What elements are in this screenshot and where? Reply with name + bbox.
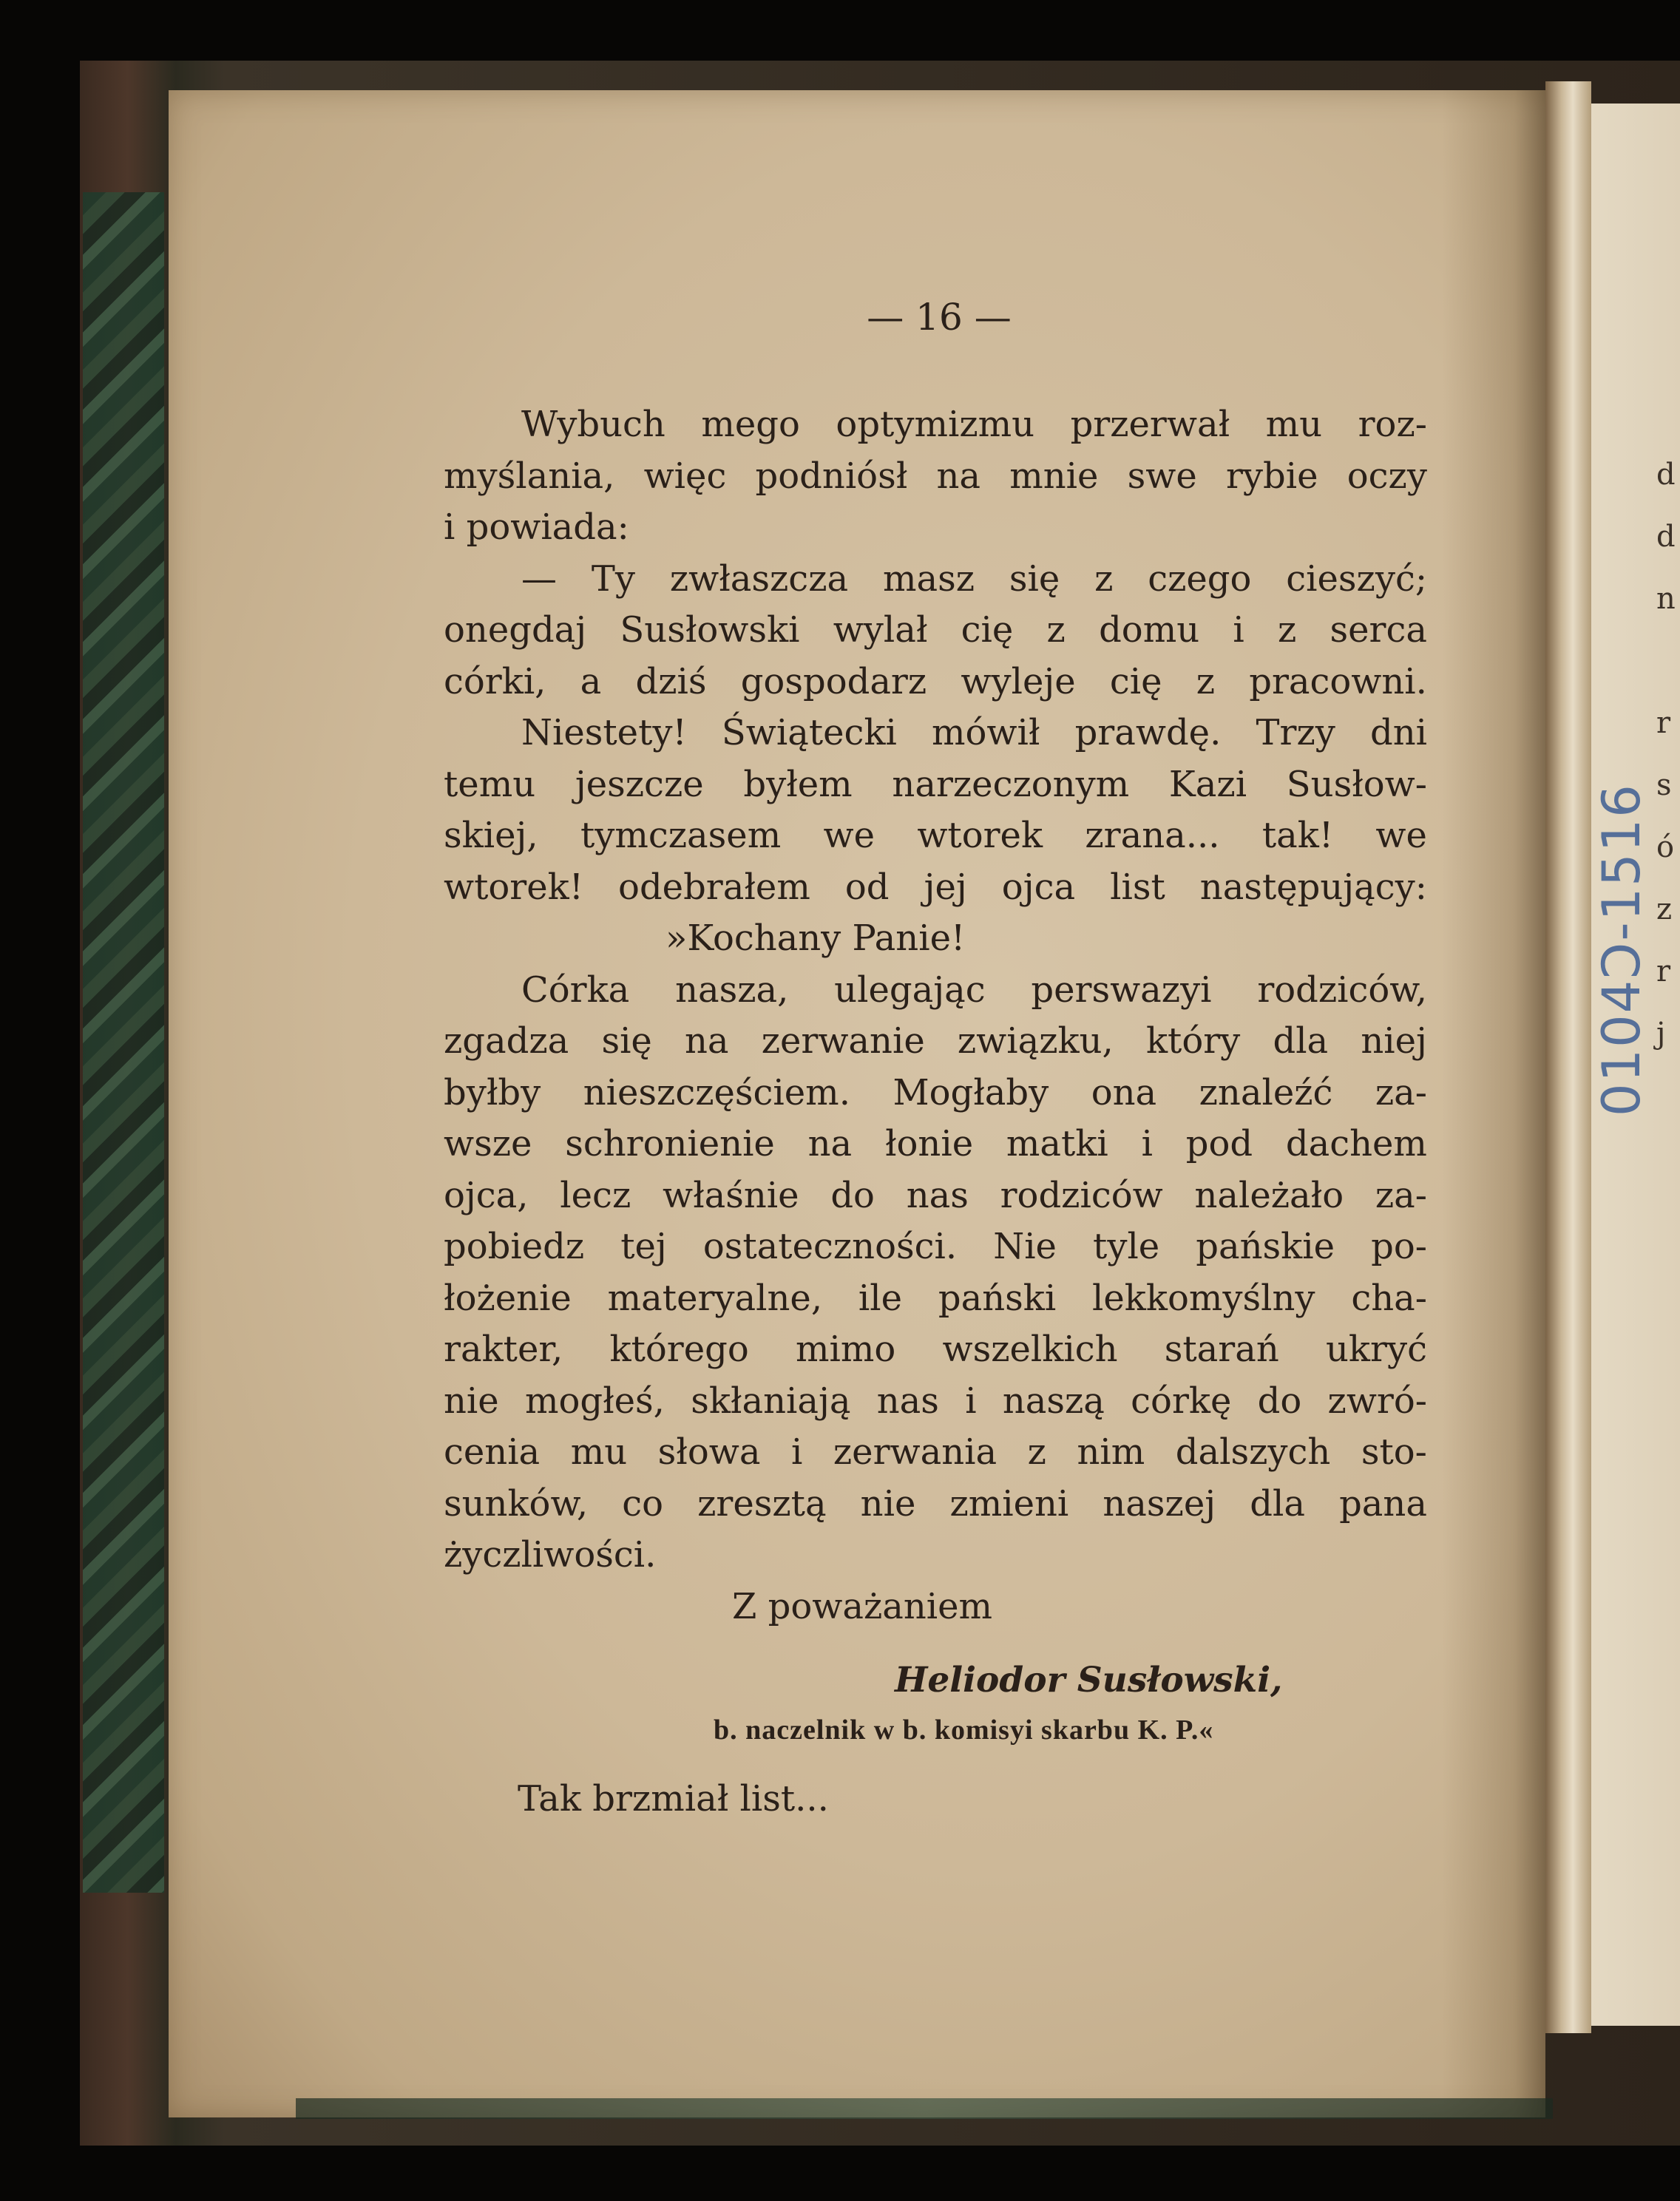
word: pracowni. — [1249, 660, 1427, 702]
word: dalszych — [1175, 1431, 1331, 1473]
word: z — [1094, 557, 1114, 600]
text-line — [444, 708, 1427, 759]
word: na — [685, 1020, 729, 1062]
word: ona — [1091, 1071, 1157, 1113]
word: zrana... — [1085, 815, 1220, 856]
word: z — [1196, 660, 1216, 702]
right-page-letter — [1656, 630, 1680, 692]
letter-salutation: »Kochany Panie! — [665, 918, 966, 959]
word: mnie — [1009, 455, 1099, 497]
word: swe — [1127, 455, 1197, 497]
final-line: Tak brzmiał list... — [518, 1778, 829, 1820]
word: ostateczności. — [702, 1226, 958, 1267]
text-line — [444, 1068, 1427, 1119]
word: wszelkich — [942, 1329, 1118, 1370]
bottom-cover-edge — [296, 2098, 1553, 2119]
word: się — [601, 1020, 652, 1062]
right-page-letter: r — [1656, 706, 1671, 740]
word: wtorek! — [444, 866, 583, 908]
text-line — [444, 451, 1427, 503]
text-line — [444, 554, 1427, 606]
word: zresztą — [697, 1482, 827, 1525]
word: rodziców, — [1257, 969, 1427, 1011]
word: matki — [1006, 1123, 1108, 1164]
right-page-letter: d — [1656, 458, 1676, 492]
text-line — [444, 605, 1427, 657]
word: nas — [906, 1174, 969, 1216]
word: ulegając — [834, 969, 986, 1011]
library-stamp: 0104Ͻ-1516 — [1591, 783, 1652, 1116]
word: rakter, — [444, 1329, 563, 1370]
word: starań — [1164, 1329, 1279, 1370]
word: list — [1110, 866, 1165, 908]
word: za- — [1375, 1071, 1427, 1113]
text-line — [444, 1324, 1427, 1376]
word: myślania, — [444, 455, 615, 497]
word: gospodarz — [740, 660, 927, 702]
word: dni — [1370, 712, 1427, 753]
page-text — [444, 399, 1427, 1632]
word: mówił — [932, 712, 1040, 753]
word: za- — [1375, 1174, 1427, 1216]
word: nieszczęściem. — [583, 1071, 850, 1113]
word: po- — [1371, 1226, 1427, 1267]
page-number: — 16 — — [867, 296, 1012, 339]
text-line — [444, 1273, 1427, 1325]
word: następujący: — [1199, 866, 1427, 908]
word: temu — [444, 763, 536, 805]
word: Susłow- — [1286, 763, 1427, 805]
word: pod — [1185, 1123, 1253, 1164]
word: byłby — [444, 1071, 541, 1113]
word: masz — [882, 557, 975, 600]
word: Córka — [521, 969, 630, 1011]
word: wylał — [833, 609, 928, 651]
word: rodziców — [1000, 1174, 1163, 1216]
word: znaleźć — [1199, 1071, 1333, 1113]
word: Mogłaby — [892, 1071, 1049, 1113]
word: z — [1046, 609, 1066, 651]
word: mimo — [796, 1329, 896, 1370]
word: narzeczonym — [892, 763, 1130, 805]
text-line — [444, 810, 1427, 862]
word: i — [1141, 1123, 1153, 1164]
word: a — [580, 660, 602, 702]
word: który — [1145, 1020, 1241, 1062]
word: mu — [1265, 404, 1323, 445]
word: nasza, — [675, 969, 789, 1011]
word: należało — [1194, 1174, 1344, 1216]
word: czego — [1148, 557, 1252, 600]
word: zgadza — [444, 1020, 569, 1062]
word: perswazyi — [1031, 969, 1212, 1011]
word: z — [1027, 1431, 1046, 1473]
word: niej — [1361, 1020, 1427, 1062]
word: prawdę. — [1074, 712, 1222, 753]
word: córki, — [444, 660, 546, 702]
word: dachem — [1285, 1123, 1427, 1164]
word: Susłowski — [620, 609, 800, 651]
word: pańskie — [1196, 1226, 1335, 1267]
word: tymczasem — [580, 815, 782, 856]
word: naszą — [1002, 1380, 1105, 1422]
text-line — [444, 965, 1427, 1017]
word: serca — [1330, 609, 1427, 651]
text-line — [444, 759, 1427, 811]
right-page-letter: s — [1656, 768, 1672, 802]
word: słowa — [657, 1431, 761, 1473]
word: skłaniają — [691, 1380, 851, 1422]
word: i — [791, 1431, 803, 1473]
word: ile — [858, 1277, 903, 1319]
word: związku, — [957, 1020, 1114, 1062]
word: lekkomyślny — [1092, 1277, 1315, 1319]
word: zerwanie — [761, 1020, 925, 1062]
word: łożenie — [444, 1277, 572, 1319]
word: sto- — [1361, 1431, 1427, 1473]
text-line — [444, 1016, 1427, 1068]
word: wtorek — [917, 815, 1043, 856]
text-line — [444, 1170, 1427, 1222]
word: schronienie — [565, 1123, 775, 1164]
word: nas — [876, 1380, 939, 1422]
word: cenia — [444, 1431, 541, 1473]
text-line: i powiada: — [444, 506, 629, 548]
text-line — [444, 862, 1427, 914]
word: pana — [1339, 1482, 1427, 1525]
word: cha- — [1351, 1277, 1427, 1319]
word: lecz — [560, 1174, 631, 1216]
word: pański — [938, 1277, 1057, 1319]
word: łonie — [884, 1123, 974, 1164]
right-page-letter: z — [1656, 892, 1673, 926]
word: pobiedz — [444, 1226, 585, 1267]
word: Świątecki — [721, 712, 897, 753]
word: córkę — [1131, 1380, 1232, 1422]
word: tak! — [1261, 815, 1334, 856]
marbled-cover-edge — [83, 192, 164, 1893]
word: wsze — [444, 1123, 532, 1164]
word: zwró- — [1327, 1380, 1427, 1422]
word: optymizmu — [836, 404, 1035, 445]
letter-closing: Z poważaniem — [732, 1585, 993, 1627]
word: z — [1277, 609, 1297, 651]
word: którego — [609, 1329, 749, 1370]
right-page-letter: r — [1656, 954, 1671, 988]
word: sunków, — [444, 1482, 589, 1525]
word: ukryć — [1326, 1329, 1427, 1370]
word: Ty — [591, 557, 635, 600]
word: nie — [444, 1380, 499, 1422]
word: we — [1375, 815, 1427, 856]
word: nie — [860, 1482, 916, 1525]
word: domu — [1099, 609, 1200, 651]
word: oczy — [1347, 455, 1427, 497]
word: cię — [1109, 660, 1162, 702]
word: ojca, — [444, 1174, 529, 1216]
word: nim — [1077, 1431, 1145, 1473]
text-line — [444, 1479, 1427, 1530]
word: Nie — [993, 1226, 1057, 1267]
text-line — [444, 657, 1427, 708]
word: ojca — [1001, 866, 1076, 908]
word: mogłeś, — [524, 1380, 665, 1422]
word: Niestety! — [521, 712, 687, 753]
word: rybie — [1225, 455, 1318, 497]
word: Kazi — [1168, 763, 1247, 805]
book-gutter — [1545, 81, 1591, 2033]
word: roz- — [1358, 404, 1427, 445]
right-page-letter: ó — [1656, 830, 1675, 864]
word: i — [1233, 609, 1244, 651]
word: zerwania — [833, 1431, 998, 1473]
word: się — [1009, 557, 1060, 600]
word: naszej — [1102, 1482, 1216, 1525]
word: i — [965, 1380, 977, 1422]
word: cię — [961, 609, 1014, 651]
word: Wybuch — [521, 404, 665, 445]
word: właśnie — [662, 1174, 799, 1216]
word: do — [830, 1174, 875, 1216]
word: tej — [620, 1226, 667, 1267]
right-page-letter: n — [1656, 582, 1676, 616]
word: skiej, — [444, 815, 538, 856]
word: przerwał — [1070, 404, 1230, 445]
right-page-letter: d — [1656, 520, 1676, 554]
word: podniósł — [755, 455, 908, 497]
text-line — [444, 1221, 1427, 1273]
word: materyalne, — [607, 1277, 823, 1319]
word: byłem — [743, 763, 853, 805]
word: zwłaszcza — [669, 557, 849, 600]
word: dla — [1273, 1020, 1329, 1062]
word: mu — [570, 1431, 628, 1473]
word: wyleje — [961, 660, 1076, 702]
word: dziś — [635, 660, 707, 702]
word: od — [844, 866, 890, 908]
word: do — [1257, 1380, 1302, 1422]
word: co — [622, 1482, 663, 1525]
word: tyle — [1093, 1226, 1160, 1267]
word: na — [936, 455, 981, 497]
word: odebrałem — [618, 866, 810, 908]
text-line — [444, 1427, 1427, 1479]
word: mego — [701, 404, 800, 445]
word: Trzy — [1256, 712, 1335, 753]
right-page-letter: j — [1656, 1017, 1666, 1051]
word: cieszyć; — [1286, 557, 1427, 600]
word: zmieni — [949, 1482, 1069, 1525]
signature-title: b. naczelnik w b. komisyi skarbu K. P.« — [714, 1715, 1214, 1746]
word: — — [521, 557, 557, 600]
word: jej — [924, 866, 967, 908]
text-line — [444, 1119, 1427, 1170]
text-line: życzliwości. — [444, 1534, 657, 1576]
word: we — [823, 815, 875, 856]
word: na — [807, 1123, 853, 1164]
letter-signature: Heliodor Susłowski, — [895, 1660, 1283, 1700]
text-line — [444, 399, 1427, 451]
word: onegdaj — [444, 609, 587, 651]
word: dla — [1250, 1482, 1305, 1525]
word: jeszcze — [575, 763, 704, 805]
text-line — [444, 1376, 1427, 1428]
word: więc — [643, 455, 727, 497]
